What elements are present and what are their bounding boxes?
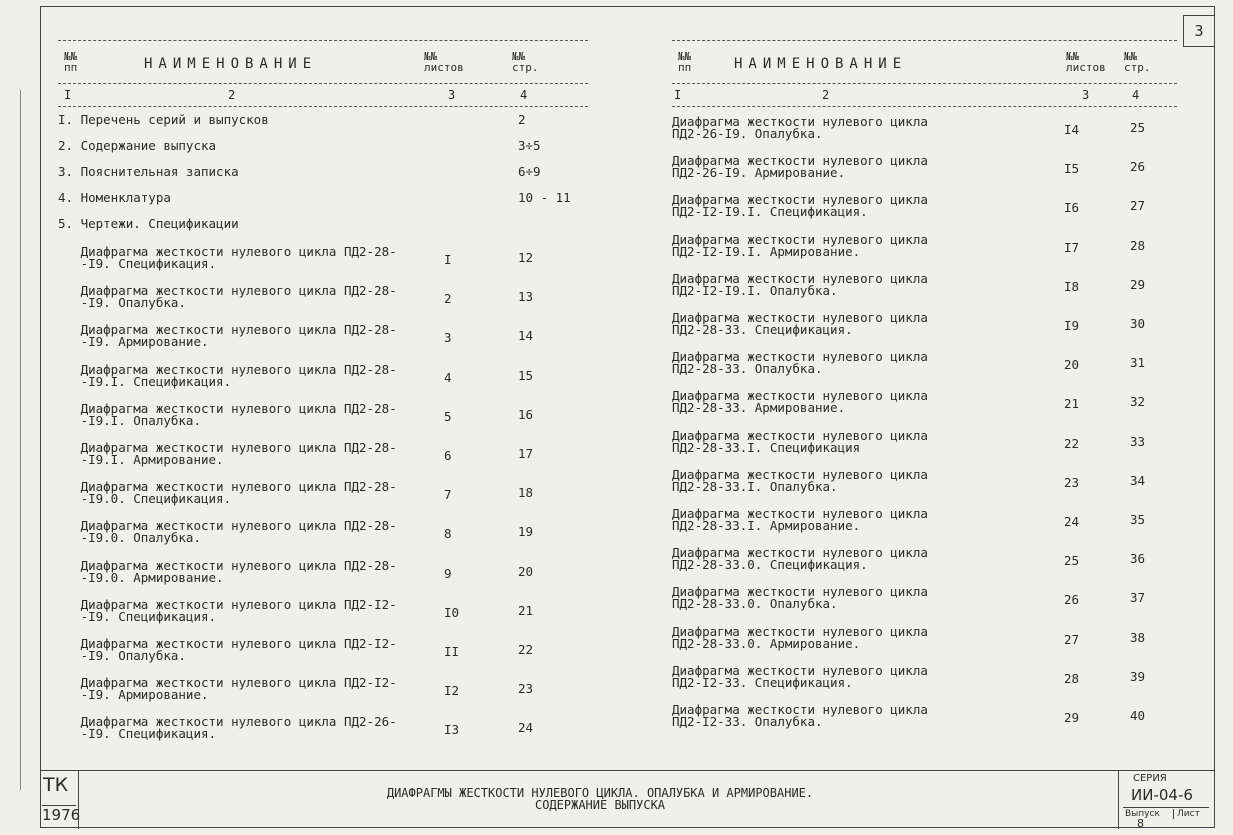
row-title: Диафрагма жесткости нулевого цикла ПД2-28-33.I. Опалубка. [672,466,928,494]
row-sheet-number: 25 [1064,553,1080,569]
row-page-number: 33 [1130,433,1146,449]
header-num: №№ пп [678,50,692,74]
row-sheet-number: I7 [1064,239,1080,255]
row-sheet-number: I5 [1064,161,1080,177]
colnum-3: 3 [1082,88,1090,102]
row-page-number: 26 [1130,159,1146,175]
row-page-number: 16 [518,406,534,422]
series-label: СЕРИЯ [1133,773,1167,784]
header-sheets: №№ листов [424,50,464,74]
row-sheet-number: I8 [1064,278,1080,294]
row-title: 5. Чертежи. Спецификации [58,216,239,231]
row-title: Диафрагма жесткости нулевого цикла ПД2-28- -I9.I. Опалубка. [80,400,397,428]
row-page-number: 31 [1130,355,1146,371]
row-page-number: 27 [1130,198,1146,214]
row-title: Диафрагма жесткости нулевого цикла ПД2-26- -I9. Спецификация. [80,714,397,742]
row-title: Диафрагма жесткости нулевого цикла ПД2-28-33. Спецификация. [672,310,928,337]
row-title: 3. Пояснительная записка [58,164,239,179]
row-sheet-number: I9 [1064,318,1080,333]
issue-label: Выпуск [1125,809,1160,819]
row-sheet-number: 8 [444,526,452,542]
row-page-number: 19 [518,524,534,540]
row-page-number: 38 [1130,629,1146,645]
row-sheet-number: 26 [1064,592,1080,608]
colnum-1: I [674,88,682,102]
row-page-number: 28 [1130,237,1146,253]
colnum-2: 2 [822,88,830,102]
row-sheet-number: I [444,252,452,267]
row-page-number: 30 [1130,316,1146,331]
header-page: №№ стр. [512,50,539,74]
row-sheet-number: 6 [444,448,452,463]
row-title: Диафрагма жесткости нулевого цикла ПД2-I2-I9.I. Спецификация. [672,192,928,220]
sheet-label: Лист [1173,809,1200,819]
row-title: Диафрагма жесткости нулевого цикла ПД2-28-33. Опалубка. [672,349,928,377]
row-page-number: 25 [1130,120,1146,135]
colnum-1: I [64,88,72,102]
colnum-4: 4 [1132,88,1140,102]
row-title: Диафрагма жесткости нулевого цикла ПД2-I2-33. Спецификация. [672,662,928,690]
row-page-number: 36 [1130,551,1146,567]
row-title: Диафрагма жесткости нулевого цикла ПД2-28- -I9.I. Армирование. [80,440,397,467]
row-title: 2. Содержание выпуска [58,138,217,153]
row-title: I. Перечень серий и выпусков [58,112,269,127]
row-sheet-number: 2 [444,291,452,307]
row-page-number: 22 [518,642,534,657]
row-sheet-number: 24 [1064,514,1080,529]
row-page-number: 10 - 11 [518,190,571,205]
row-title: Диафрагма жесткости нулевого цикла ПД2-28- -I9.I. Спецификация. [80,361,397,389]
header-sheets: №№ листов [1066,50,1106,74]
row-page-number: 23 [518,681,534,697]
row-page-number: 6÷9 [518,164,541,179]
row-page-number: 15 [518,367,534,383]
row-title: Диафрагма жесткости нулевого цикла ПД2-28- -I9. Спецификация. [80,244,397,271]
row-title: Диафрагма жесткости нулевого цикла ПД2-I2- -I9. Опалубка. [80,636,397,663]
row-sheet-number: 4 [444,369,452,385]
row-sheet-number: 9 [444,565,452,581]
row-title: Диафрагма жесткости нулевого цикла ПД2-28-33.0. Спецификация. [672,545,928,573]
row-sheet-number: 20 [1064,357,1080,373]
tk-stamp [40,771,79,829]
row-title: Диафрагма жесткости нулевого цикла ПД2-28-33.0. Опалубка. [672,584,928,612]
row-title: Диафрагма жесткости нулевого цикла ПД2-I2-I9.I. Опалубка. [672,270,928,298]
row-sheet-number: 3 [444,330,452,346]
row-page-number: 20 [518,563,534,579]
row-title: Диафрагма жесткости нулевого цикла ПД2-28- -I9. Опалубка. [80,283,397,311]
row-sheet-number: I6 [1064,200,1080,216]
binding-margin [0,0,40,835]
row-sheet-number: II [444,644,460,659]
column-numbers [672,84,1177,107]
row-sheet-number: I3 [444,722,460,738]
row-page-number: 3÷5 [518,138,541,153]
row-sheet-number: 21 [1064,396,1080,412]
row-page-number: 39 [1130,668,1146,684]
series-box [1118,771,1215,829]
row-title: Диафрагма жесткости нулевого цикла ПД2-28-33.I. Спецификация [672,427,928,455]
column-numbers [58,84,588,107]
row-page-number: 21 [518,602,534,618]
row-title: Диафрагма жесткости нулевого цикла ПД2-28-33. Армирование. [672,388,928,416]
contents-column-right [672,40,1177,729]
header-num: №№ пп [64,50,78,74]
table-header [58,40,588,84]
colnum-4: 4 [520,88,528,102]
issue-value: 8 [1137,817,1144,830]
row-title: Диафрагма жесткости нулевого цикла ПД2-28-33.0. Армирование. [672,623,928,651]
tk-label: ТК [43,774,69,796]
row-page-number: 32 [1130,394,1146,410]
row-title: 4. Номенклатура [58,190,171,205]
row-page-number: 17 [518,446,534,461]
row-page-number: 40 [1130,708,1146,723]
table-header [672,40,1177,84]
row-title: Диафрагма жесткости нулевого цикла ПД2-26-I9. Армирование. [672,153,928,181]
sheet-number: 3 [1183,15,1215,47]
colnum-3: 3 [448,88,456,102]
row-sheet-number: 7 [444,487,452,503]
row-title: Диафрагма жесткости нулевого цикла ПД2-28- -I9.0. Опалубка. [80,518,397,546]
document-title: ДИАФРАГМЫ ЖЕСТКОСТИ НУЛЕВОГО ЦИКЛА. ОПАЛУБКА И АРМИРОВАНИЕ. СОДЕРЖАНИЕ ВЫПУСКА [386,786,814,812]
row-sheet-number: I2 [444,683,460,699]
margin-line [20,90,21,790]
row-title: Диафрагма жесткости нулевого цикла ПД2-I2- -I9. Спецификация. [80,596,397,624]
row-sheet-number: 23 [1064,474,1080,490]
row-page-number: 12 [518,250,534,265]
row-sheet-number: I4 [1064,122,1080,137]
series-value: ИИ-04-6 [1131,786,1193,804]
row-sheet-number: 29 [1064,710,1080,725]
row-title: Диафрагма жесткости нулевого цикла ПД2-28-33.I. Армирование. [672,506,928,533]
row-page-number: 24 [518,720,534,736]
row-page-number: 18 [518,485,534,501]
title-block [40,770,1215,829]
tk-year: 1976 [42,806,81,824]
row-title: Диафрагма жесткости нулевого цикла ПД2-I2-33. Опалубка. [672,702,928,729]
issue-sheet-box [1123,807,1209,828]
row-page-number: 14 [518,328,534,344]
contents-column-left [58,40,588,742]
row-title: Диафрагма жесткости нулевого цикла ПД2-I2-I9.I. Армирование. [672,231,928,259]
row-page-number: 13 [518,289,534,305]
row-sheet-number: 28 [1064,670,1080,686]
row-sheet-number: 5 [444,408,452,424]
header-name: НАИМЕНОВАНИЕ [144,56,318,72]
row-page-number: 29 [1130,276,1146,292]
row-sheet-number: 22 [1064,435,1080,451]
row-title: Диафрагма жесткости нулевого цикла ПД2-26-I9. Опалубка. [672,114,928,141]
row-page-number: 2 [518,112,526,127]
row-title: Диафрагма жесткости нулевого цикла ПД2-28- -I9. Армирование. [80,322,397,350]
row-sheet-number: I0 [444,604,460,620]
row-title: Диафрагма жесткости нулевого цикла ПД2-I2- -I9. Армирование. [80,675,397,703]
row-page-number: 37 [1130,590,1146,606]
row-page-number: 35 [1130,512,1146,527]
row-sheet-number: 27 [1064,631,1080,647]
header-name: НАИМЕНОВАНИЕ [734,56,908,72]
row-title: Диафрагма жесткости нулевого цикла ПД2-28- -I9.0. Армирование. [80,557,397,585]
colnum-2: 2 [228,88,236,102]
row-page-number: 34 [1130,472,1146,488]
header-page: №№ стр. [1124,50,1151,74]
row-title: Диафрагма жесткости нулевого цикла ПД2-28- -I9.0. Спецификация. [80,479,397,507]
